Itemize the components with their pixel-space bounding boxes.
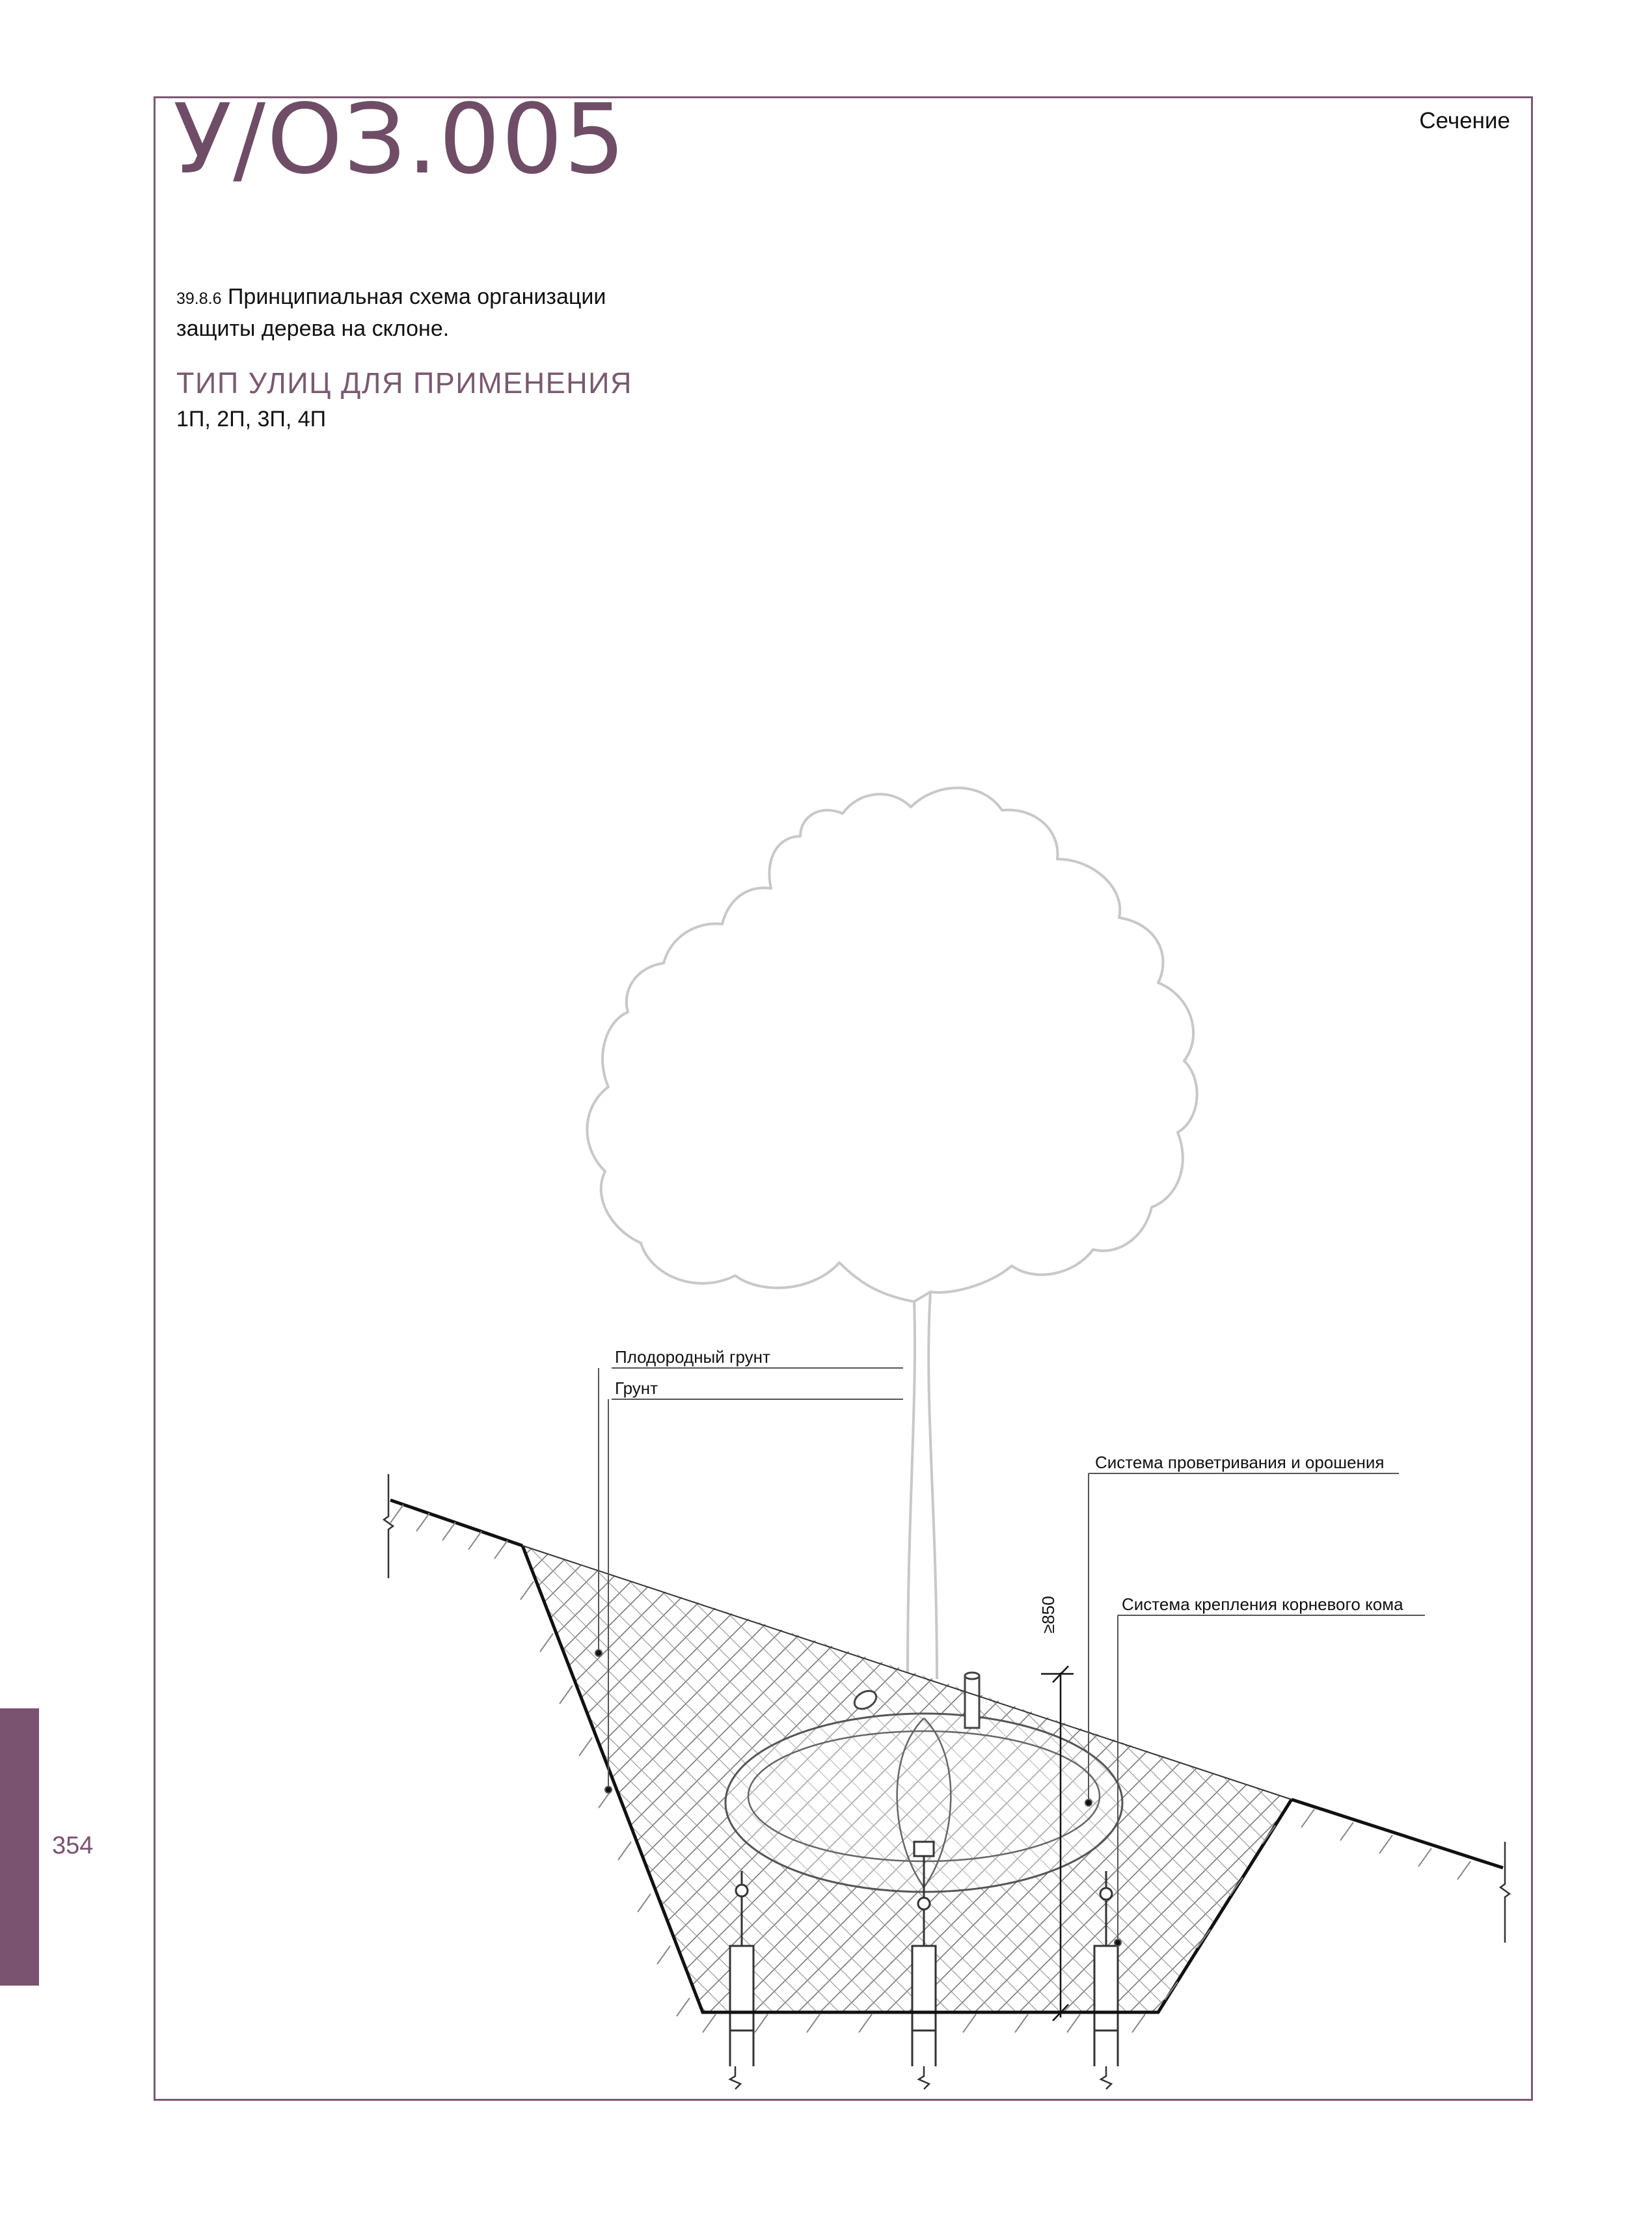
page-number: 354: [52, 1832, 94, 1859]
description-text: Принципиальная схема организации защиты дерева на склоне.: [176, 284, 606, 341]
street-types-title: ТИП УЛИЦ ДЛЯ ПРИМЕНЕНИЯ: [176, 366, 632, 400]
ground-line-right: [1292, 1799, 1503, 1868]
description-number: 39.8.6: [176, 290, 222, 308]
label-ventilation: Система проветривания и орошения: [1095, 1453, 1385, 1472]
dimension-label: ≥850: [1038, 1596, 1058, 1634]
label-root-fixing: Система крепления корневого кома: [1122, 1594, 1403, 1614]
tree-crown-outline: [587, 788, 1197, 1302]
label-soil: Грунт: [615, 1378, 658, 1398]
ground-line-left: [390, 1500, 522, 1546]
label-fertile-soil: Плодородный грунт: [615, 1347, 770, 1367]
view-label: Сечение: [1419, 108, 1510, 133]
street-types-values: 1П, 2П, 3П, 4П: [176, 407, 327, 431]
document-code: У/ОЗ.005: [173, 83, 627, 195]
tree-trunk: [908, 1292, 937, 1679]
